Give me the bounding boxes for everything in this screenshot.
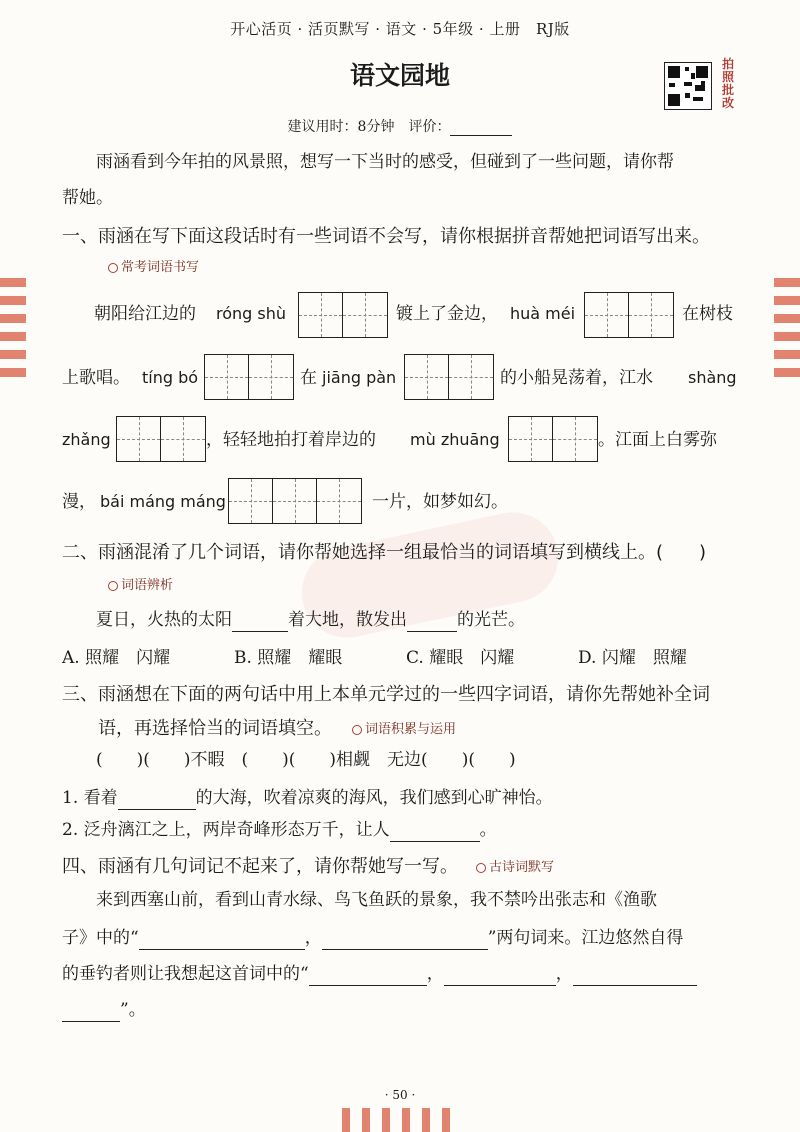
q1-text: 上歌唱。 [62, 368, 130, 388]
edge-tab [774, 350, 800, 359]
evaluation-blank[interactable] [450, 121, 512, 136]
q1-text: ，轻轻地拍打着岸边的 [206, 430, 376, 450]
q1-text: 的小船晃荡着，江水 [500, 368, 653, 388]
bottom-tab [382, 1108, 390, 1132]
q2-sentence: 夏日，火热的太阳 着大地，散发出 的光芒。 [96, 610, 525, 630]
edge-tab [774, 314, 800, 323]
edge-tab [774, 296, 800, 305]
tianzige-rongshu[interactable] [298, 292, 388, 338]
q1-text: 镀上了金边， [396, 304, 498, 324]
bottom-tab [402, 1108, 410, 1132]
q3-sentence-1: 1. 看着 的大海，吹着凉爽的海风，我们感到心旷神怡。 [62, 788, 553, 808]
q3-tag: 词语积累与运用 [352, 718, 456, 737]
q3-blank-1[interactable] [118, 789, 196, 810]
q3-heading-1: 三、雨涵想在下面的两句话中用上本单元学过的一些四字词语，请你先帮她补全词 [62, 684, 710, 705]
tianzige-shangzhang[interactable] [116, 416, 206, 462]
pinyin: róng shù [216, 304, 287, 323]
q1-text: 。江面上白雾弥 [598, 430, 717, 450]
edge-tab [0, 296, 26, 305]
page-title: 语文园地 [349, 61, 450, 90]
intro-line-2: 帮她。 [62, 188, 113, 208]
q4-blank-5[interactable] [573, 965, 697, 986]
q1-tag: 常考词语书写 [108, 256, 199, 275]
q2-blank-1[interactable] [232, 611, 288, 632]
intro-line-1: 雨涵看到今年拍的风景照，想写一下当时的感受，但碰到了一些问题，请你帮 [96, 152, 674, 172]
q1-text: 在 [300, 368, 317, 388]
q4-blank-6[interactable] [62, 1001, 120, 1022]
bottom-tab [422, 1108, 430, 1132]
pinyin: huà méi [510, 304, 576, 323]
edge-tab [0, 368, 26, 377]
page-number: · 50 · [384, 1088, 416, 1102]
pinyin: tíng bó [142, 368, 199, 387]
q1-text: 一片，如梦如幻。 [372, 492, 508, 512]
q3-heading-2: 语，再选择恰当的词语填空。 [98, 718, 332, 739]
timing-label: 建议用时：8分钟 评价： [287, 119, 451, 135]
page-header: 开心活页 · 活页默写 · 语文 · 5年级 · 上册 RJ版 [230, 20, 570, 38]
q4-blank-3[interactable] [309, 965, 427, 986]
bottom-tab [342, 1108, 350, 1132]
timing-line [0, 116, 800, 136]
q4-blank-1[interactable] [139, 929, 305, 950]
q4-blank-2[interactable] [322, 929, 488, 950]
q1-text: 朝阳给江边的 [94, 304, 196, 324]
q1-heading: 一、雨涵在写下面这段话时有一些词语不会写，请你根据拼音帮她把词语写出来。 [62, 226, 710, 247]
q1-text: 漫， [62, 492, 96, 512]
bottom-tab [362, 1108, 370, 1132]
q2-heading: 二、雨涵混淆了几个词语，请你帮她选择一组最恰当的词语填写到横线上。( ) [62, 542, 707, 563]
q4-line-2: 子》中的“ ， ”两句词来。江边悠然自得 [62, 928, 684, 948]
q2-blank-2[interactable] [407, 611, 457, 632]
edge-tab [774, 332, 800, 341]
q4-line-1: 来到西塞山前，看到山青水绿、鸟飞鱼跃的景象，我不禁吟出张志和《渔歌 [96, 890, 657, 910]
tag-dot-icon [108, 581, 118, 591]
tianzige-huamei[interactable] [584, 292, 674, 338]
q4-line-4: ”。 [62, 998, 146, 1022]
edge-tab [0, 332, 26, 341]
tianzige-jiangpan[interactable] [404, 354, 494, 400]
q2-option-c[interactable]: C. 耀眼 闪耀 [406, 648, 515, 668]
tianzige-muzhuang[interactable] [508, 416, 598, 462]
pinyin: bái máng máng [100, 492, 226, 511]
scan-grade-label: 拍 照 批 改 [721, 57, 734, 110]
q4-line-3: 的垂钓者则让我想起这首词中的“ ， ， [62, 962, 697, 986]
q4-blank-4[interactable] [444, 965, 556, 986]
q1-text: 在树枝 [682, 304, 733, 324]
q2-option-b[interactable]: B. 照耀 耀眼 [234, 648, 343, 668]
q2-option-a[interactable]: A. 照耀 闪耀 [62, 648, 171, 668]
q3-sentence-2: 2. 泛舟漓江之上，两岸奇峰形态万千，让人 。 [62, 820, 497, 840]
tag-dot-icon [108, 263, 118, 273]
q3-idiom-brackets[interactable]: ( )( )不暇 ( )( )相觑 无边( )( ) [96, 750, 516, 770]
tianzige-baimangmang[interactable] [228, 478, 362, 524]
qr-code-icon[interactable] [664, 62, 712, 110]
edge-tab [774, 368, 800, 377]
bottom-tab [442, 1108, 450, 1132]
pinyin: mù zhuāng [410, 430, 500, 449]
q4-tag: 古诗词默写 [476, 856, 554, 875]
tag-dot-icon [352, 725, 362, 735]
q2-option-d[interactable]: D. 闪耀 照耀 [578, 648, 687, 668]
tianzige-tingbo[interactable] [204, 354, 294, 400]
q3-blank-2[interactable] [390, 821, 480, 842]
edge-tab [774, 278, 800, 287]
pinyin: shàng [688, 368, 737, 387]
edge-tab [0, 278, 26, 287]
edge-tab [0, 314, 26, 323]
pinyin: jiāng pàn [322, 368, 397, 387]
pinyin: zhǎng [62, 430, 111, 449]
edge-tab [0, 350, 26, 359]
q2-tag: 词语辨析 [108, 574, 173, 593]
tag-dot-icon [476, 863, 486, 873]
q4-heading: 四、雨涵有几句词记不起来了，请你帮她写一写。 [62, 856, 458, 877]
